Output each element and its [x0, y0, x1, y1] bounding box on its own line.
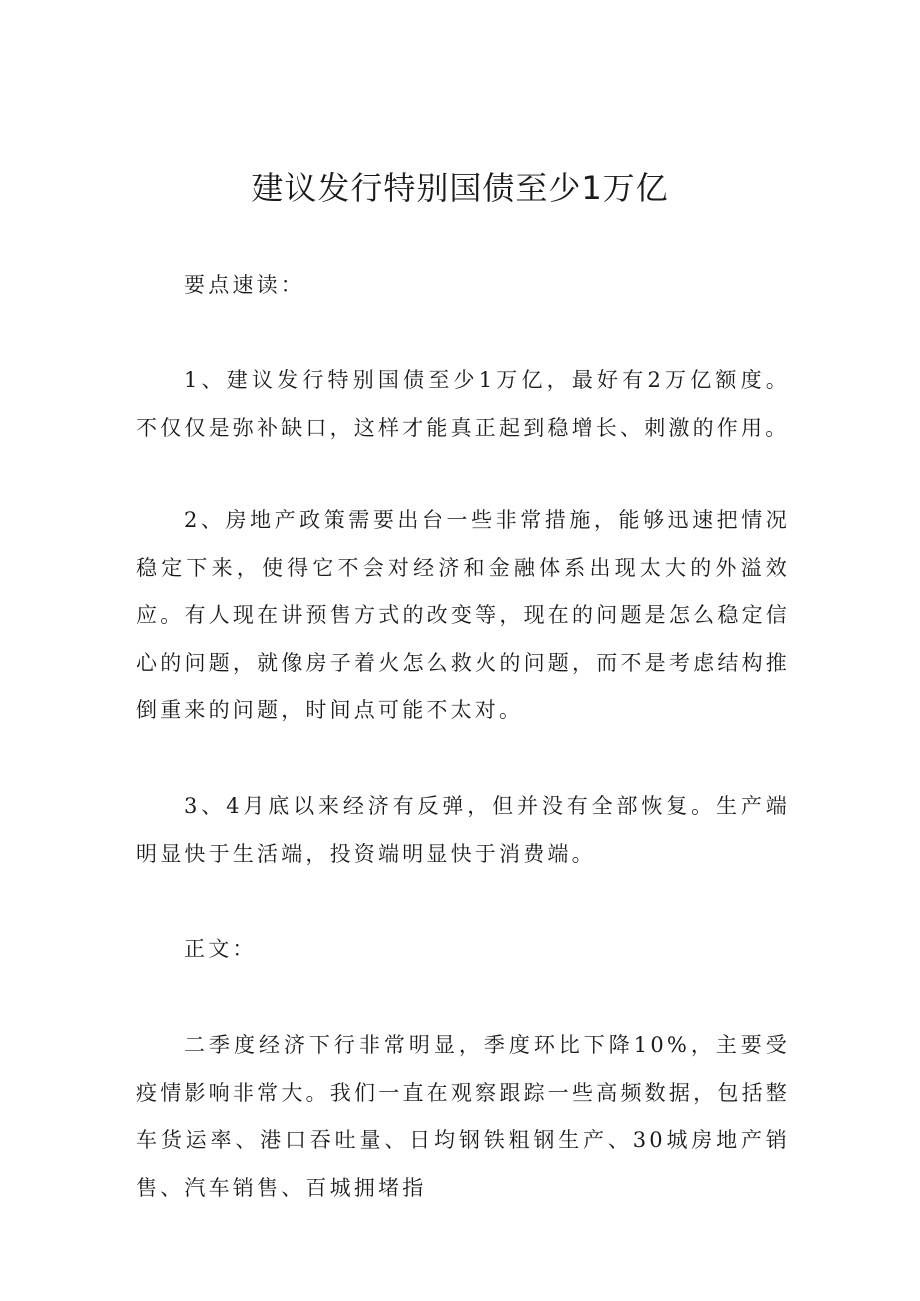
document-title: 建议发行特别国债至少1万亿	[251, 169, 669, 207]
summary-point-2: 2、房地产政策需要出台一些非常措施，能够迅速把情况稳定下来，使得它不会对经济和金融体系出现太大的外溢效应。有人现在讲预售方式的改变等，现在的问题是怎么稳定信心的问题，就像房子着火怎么救火的问题，而不是考虑结构推倒重来的问题，时间点可能不太对。	[136, 508, 790, 722]
summary-point-1: 1、建议发行特别国债至少1万亿，最好有2万亿额度。不仅仅是弥补缺口，这样才能真正起到稳增长、刺激的作用。	[136, 368, 790, 440]
body-label: 正文：	[184, 937, 257, 961]
body-paragraph-1: 二季度经济下行非常明显，季度环比下降10%，主要受疫情影响非常大。我们一直在观察跟踪一些高频数据，包括整车货运率、港口吞吐量、日均钢铁粗钢生产、30城房地产销售、汽车销售、百城拥堵指	[136, 1033, 790, 1200]
summary-point-3: 3、4月底以来经济有反弹，但并没有全部恢复。生产端明显快于生活端，投资端明显快于消费端。	[136, 794, 790, 866]
summary-label: 要点速读：	[184, 273, 305, 297]
